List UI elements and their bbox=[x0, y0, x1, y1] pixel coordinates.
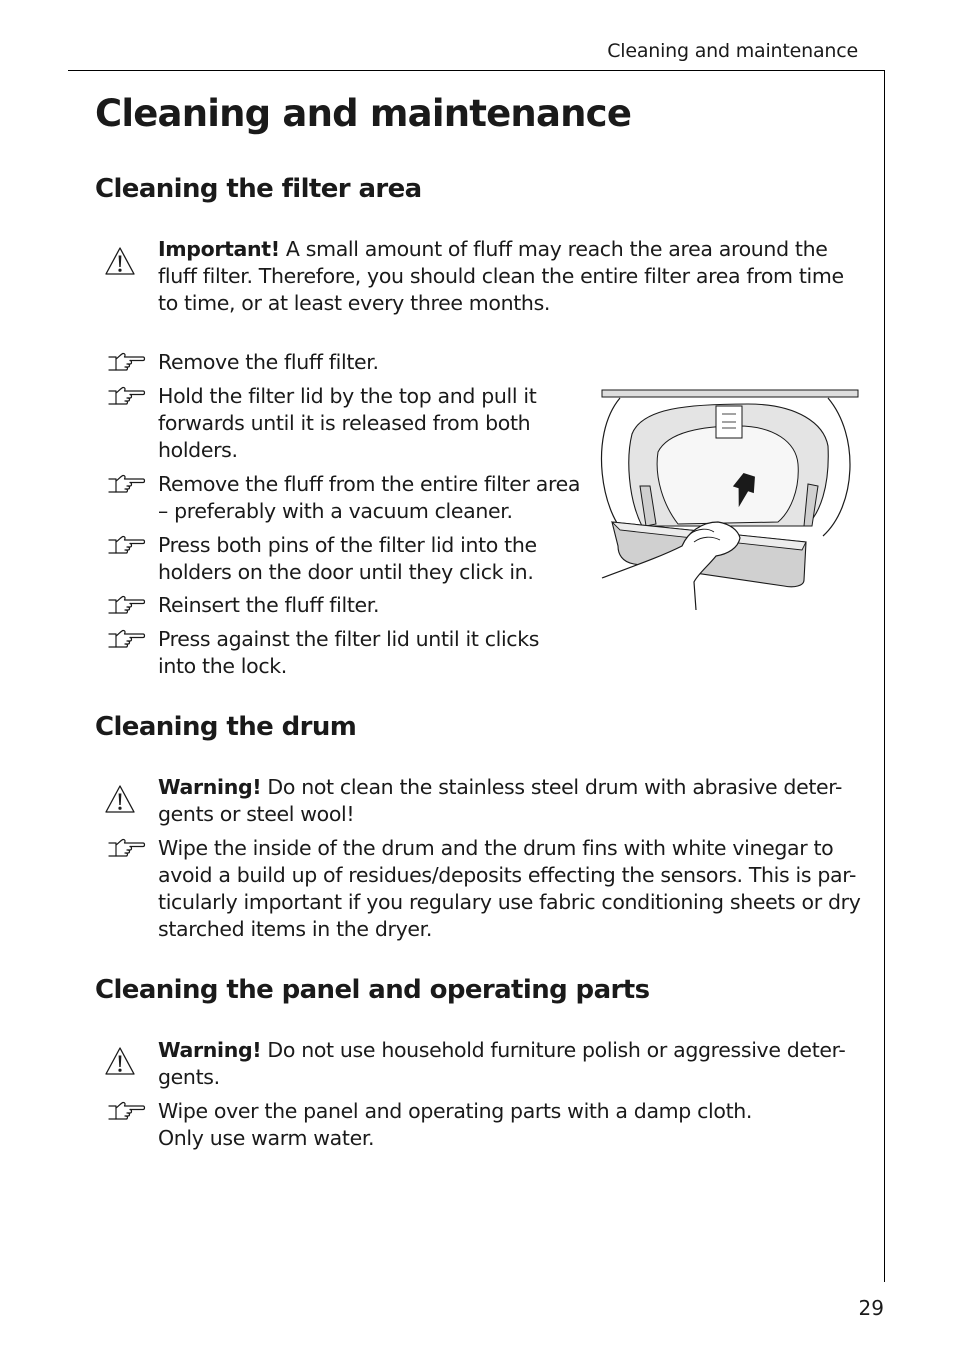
header-rule bbox=[68, 70, 885, 71]
step-text-line: ticularly important if you regulary use fabric conditioning sheets or dry bbox=[158, 890, 861, 914]
step-wipe-panel bbox=[158, 1098, 752, 1152]
warning-triangle-icon bbox=[104, 784, 136, 814]
heading-drum: Cleaning the drum bbox=[95, 712, 357, 742]
pointing-hand-icon bbox=[108, 1101, 146, 1123]
heading-filter-area: Cleaning the filter area bbox=[95, 174, 422, 204]
step-text-line: Hold the filter lid by the top and pull it bbox=[158, 384, 537, 408]
warning-text-line: gents. bbox=[158, 1065, 220, 1089]
important-note bbox=[158, 236, 844, 317]
drum-warning bbox=[158, 774, 842, 828]
step-text-line: Press both pins of the filter lid into the bbox=[158, 533, 537, 557]
important-text-line: fluff filter. Therefore, you should clean the entire filter area from time bbox=[158, 264, 844, 288]
warning-text-line: Do not clean the stainless steel drum with abrasive deter- bbox=[261, 775, 843, 799]
pointing-hand-icon bbox=[108, 386, 146, 408]
step-text-line: – preferably with a vacuum cleaner. bbox=[158, 499, 513, 523]
page-title: Cleaning and maintenance bbox=[95, 92, 632, 135]
step-text-line: holders on the door until they click in. bbox=[158, 560, 534, 584]
warning-label: Warning! bbox=[158, 1038, 262, 1062]
pointing-hand-icon bbox=[108, 535, 146, 557]
panel-warning bbox=[158, 1037, 845, 1091]
step-remove-fluff bbox=[158, 471, 580, 525]
step-text-line: Remove the fluff filter. bbox=[158, 350, 379, 374]
warning-triangle-icon bbox=[104, 1046, 136, 1076]
important-text-line: A small amount of fluff may reach the area around the bbox=[279, 237, 828, 261]
warning-text-line: gents or steel wool! bbox=[158, 802, 355, 826]
pointing-hand-icon bbox=[108, 474, 146, 496]
important-label: Important! bbox=[158, 237, 280, 261]
page-number: 29 bbox=[858, 1296, 884, 1320]
right-margin-rule bbox=[884, 70, 885, 1282]
step-text-line: starched items in the dryer. bbox=[158, 917, 432, 941]
important-text-line: to time, or at least every three months. bbox=[158, 291, 551, 315]
step-text-line: avoid a build up of residues/deposits effecting the sensors. This is par- bbox=[158, 863, 857, 887]
step-text-line: Wipe over the panel and operating parts with a damp cloth. bbox=[158, 1099, 753, 1123]
step-text-line: into the lock. bbox=[158, 654, 287, 678]
step-text-line: Only use warm water. bbox=[158, 1126, 375, 1150]
warning-triangle-icon bbox=[104, 246, 136, 276]
heading-panel: Cleaning the panel and operating parts bbox=[95, 975, 650, 1005]
step-text-line: Wipe the inside of the drum and the drum fins with white vinegar to bbox=[158, 836, 834, 860]
step-text-line: Reinsert the fluff filter. bbox=[158, 593, 380, 617]
pointing-hand-icon bbox=[108, 595, 146, 617]
warning-label: Warning! bbox=[158, 775, 262, 799]
step-press-lid bbox=[158, 626, 539, 680]
step-pull-lid bbox=[158, 383, 536, 464]
step-text-line: Press against the filter lid until it clicks bbox=[158, 627, 540, 651]
step-remove-filter bbox=[158, 349, 379, 376]
step-press-pins bbox=[158, 532, 537, 586]
warning-text-line: Do not use household furniture polish or aggressive deter- bbox=[261, 1038, 846, 1062]
filter-lid-illustration bbox=[598, 386, 860, 616]
step-wipe-drum bbox=[158, 835, 861, 943]
pointing-hand-icon bbox=[108, 629, 146, 651]
step-text-line: forwards until it is released from both bbox=[158, 411, 531, 435]
step-text-line: holders. bbox=[158, 438, 238, 462]
step-reinsert-filter bbox=[158, 592, 379, 619]
pointing-hand-icon bbox=[108, 838, 146, 860]
step-text-line: Remove the fluff from the entire filter area bbox=[158, 472, 581, 496]
pointing-hand-icon bbox=[108, 352, 146, 374]
running-header: Cleaning and maintenance bbox=[607, 40, 858, 62]
